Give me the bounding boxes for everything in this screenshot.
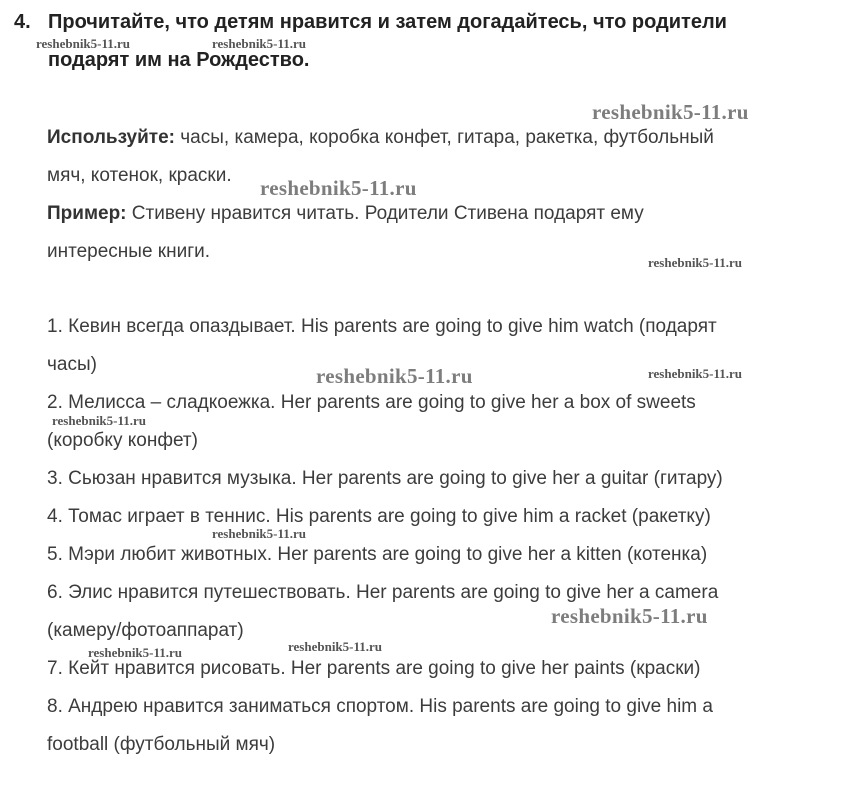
watermark: reshebnik5-11.ru bbox=[88, 645, 183, 660]
answer-line: football (футбольный мяч) bbox=[47, 734, 276, 755]
answer-line: 3. Сьюзан нравится музыка. Her parents are going to give her a guitar (гитару) bbox=[47, 468, 723, 489]
answer-line: (коробку конфет) bbox=[47, 430, 198, 451]
watermark: reshebnik5-11.ru bbox=[648, 255, 743, 270]
example-line-2: интересные книги. bbox=[47, 241, 211, 262]
answer-line: (камеру/фотоаппарат) bbox=[47, 620, 244, 641]
example-label: Пример: bbox=[47, 203, 127, 224]
use-label: Используйте: bbox=[47, 127, 175, 148]
example-text-1: Стивену нравится читать. Родители Стивена подарят ему bbox=[126, 203, 644, 224]
watermark: reshebnik5-11.ru bbox=[260, 176, 417, 200]
watermark: reshebnik5-11.ru bbox=[212, 526, 307, 541]
answer-line: 1. Кевин всегда опаздывает. His parents are going to give him watch (подарят bbox=[47, 316, 717, 337]
example-line-1 bbox=[47, 203, 644, 225]
watermark: reshebnik5-11.ru bbox=[592, 100, 749, 124]
watermark: reshebnik5-11.ru bbox=[551, 604, 708, 628]
task-title-line-2: подарят им на Рождество. bbox=[48, 49, 310, 71]
answer-line: 4. Томас играет в теннис. His parents are going to give him a racket (ракетку) bbox=[47, 506, 711, 527]
use-text-1: часы, камера, коробка конфет, гитара, ракетка, футбольный bbox=[175, 127, 714, 148]
watermark: reshebnik5-11.ru bbox=[36, 36, 131, 51]
watermark: reshebnik5-11.ru bbox=[52, 413, 147, 428]
watermark: reshebnik5-11.ru bbox=[648, 366, 743, 381]
answer-line: 5. Мэри любит животных. Her parents are going to give her a kitten (котенка) bbox=[47, 544, 708, 565]
watermark: reshebnik5-11.ru bbox=[212, 36, 307, 51]
answer-line: 2. Мелисса – сладкоежка. Her parents are going to give her a box of sweets bbox=[47, 392, 696, 413]
answer-line: 7. Кейт нравится рисовать. Her parents are going to give her paints (краски) bbox=[47, 658, 701, 679]
use-line-1 bbox=[47, 127, 714, 149]
answer-line: 6. Элис нравится путешествовать. Her parents are going to give her a camera bbox=[47, 582, 719, 603]
task-title-line-1: Прочитайте, что детям нравится и затем догадайтесь, что родители bbox=[48, 11, 727, 33]
answer-line: 8. Андрею нравится заниматься спортом. His parents are going to give him a bbox=[47, 696, 713, 717]
answer-line: часы) bbox=[47, 354, 97, 375]
task-number: 4. bbox=[14, 11, 31, 33]
use-line-2: мяч, котенок, краски. bbox=[47, 165, 232, 186]
watermark: reshebnik5-11.ru bbox=[288, 639, 383, 654]
watermark: reshebnik5-11.ru bbox=[316, 364, 473, 388]
